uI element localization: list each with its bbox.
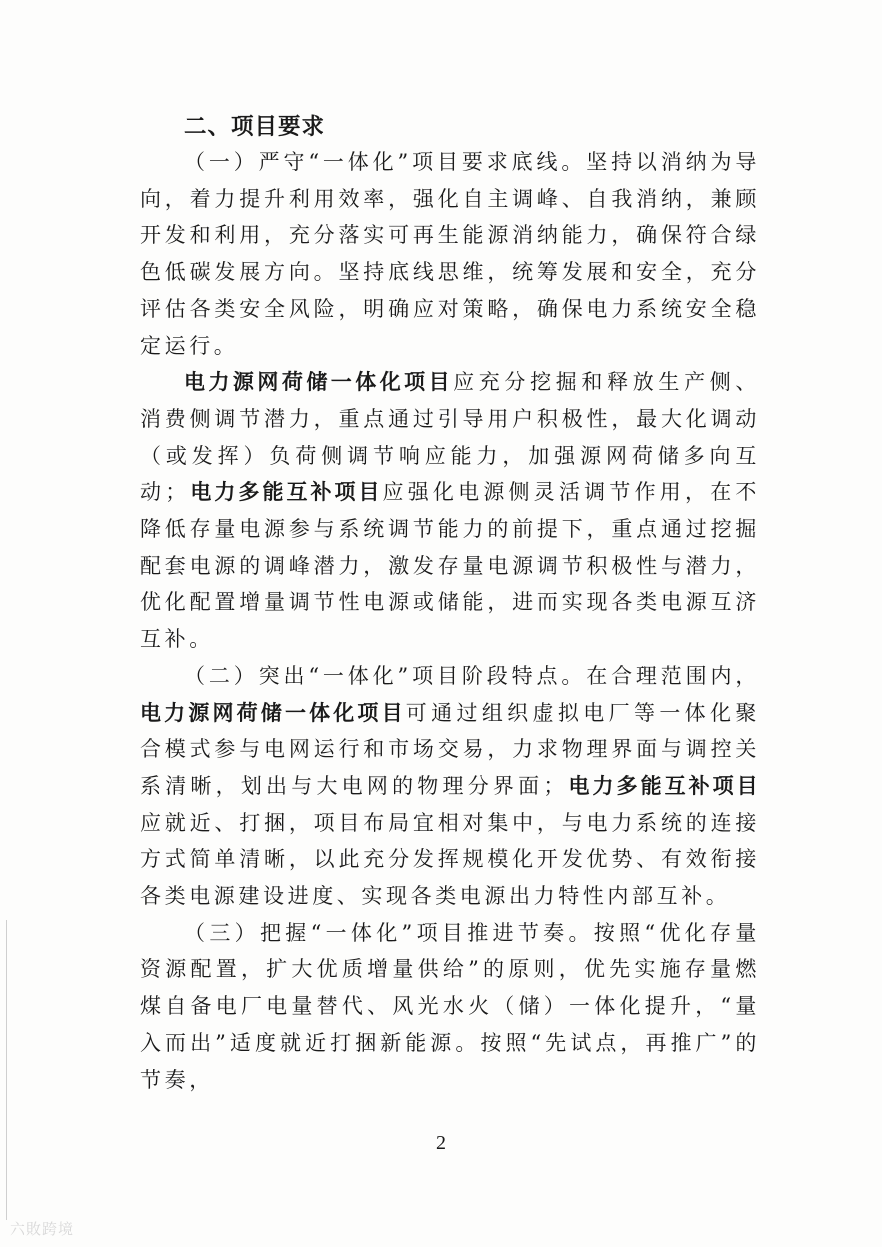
paragraph-1: （一）严守“一体化”项目要求底线。坚持以消纳为导向，着力提升利用效率，强化自主调峰、自我消纳，兼顾开发和利用，充分落实可再生能源消纳能力，确保符合绿色低碳发展方向。坚持底线思维，统筹发展和安全，充分评估各类安全风险，明确应对策略，确保电力系统安全稳定运行。 — [140, 150, 760, 358]
watermark: 六敗跨境 — [10, 1220, 75, 1238]
paragraph-3 — [140, 658, 760, 915]
paragraph-text: 可通过组织虚拟电厂等一体化聚合模式参与电网运行和市场交易，力求物理界面与调控关系清晰，划出与大电网的物理分界面； — [140, 700, 761, 798]
section-heading: 二、项目要求 — [184, 114, 326, 140]
scan-edge-line — [6, 920, 7, 1220]
page-number: 2 — [436, 1132, 446, 1154]
bold-term: 电力多能互补项目 — [567, 773, 761, 798]
bold-term: 电力多能互补项目 — [189, 480, 383, 505]
paragraph-text: 应强化电源侧灵活调节作用，在不降低存量电源参与系统调节能力的前提下，重点通过挖掘配套电源的调峰潜力，激发存量电源调节积极性与潜力，优化配置增量调节性电源或储能，进而实现各类电源互济互补。 — [140, 480, 760, 652]
bold-term: 电力源网荷储一体化项目 — [184, 370, 454, 395]
paragraph-text: 应就近、打捆，项目布局宜相对集中，与电力系统的连接方式简单清晰，以此充分发挥规模化开发优势、有效衔接各类电源建设进度、实现各类电源出力特性内部互补。 — [140, 810, 760, 909]
paragraph-text: 应充分挖掘和释放生产侧、消费侧调节潜力，重点通过引导用户积极性，最大化调动（或发挥）负荷侧调节响应能力，加强源网荷储多向互动； — [140, 370, 761, 505]
paragraph-text: （二）突出“一体化”项目阶段特点。在合理范围内， — [184, 663, 760, 688]
document-body — [140, 110, 760, 1098]
bold-term: 电力源网荷储一体化项目 — [140, 700, 406, 725]
paragraph-4: （三）把握“一体化”项目推进节奏。按照“优化存量资源配置，扩大优质增量供给”的原则，优先实施存量燃煤自备电厂电量替代、风光水火（储）一体化提升，“量入而出”适度就近打捆新能源。按照“先试点，再推广”的节奏， — [140, 920, 760, 1092]
paragraph-2 — [140, 364, 760, 658]
